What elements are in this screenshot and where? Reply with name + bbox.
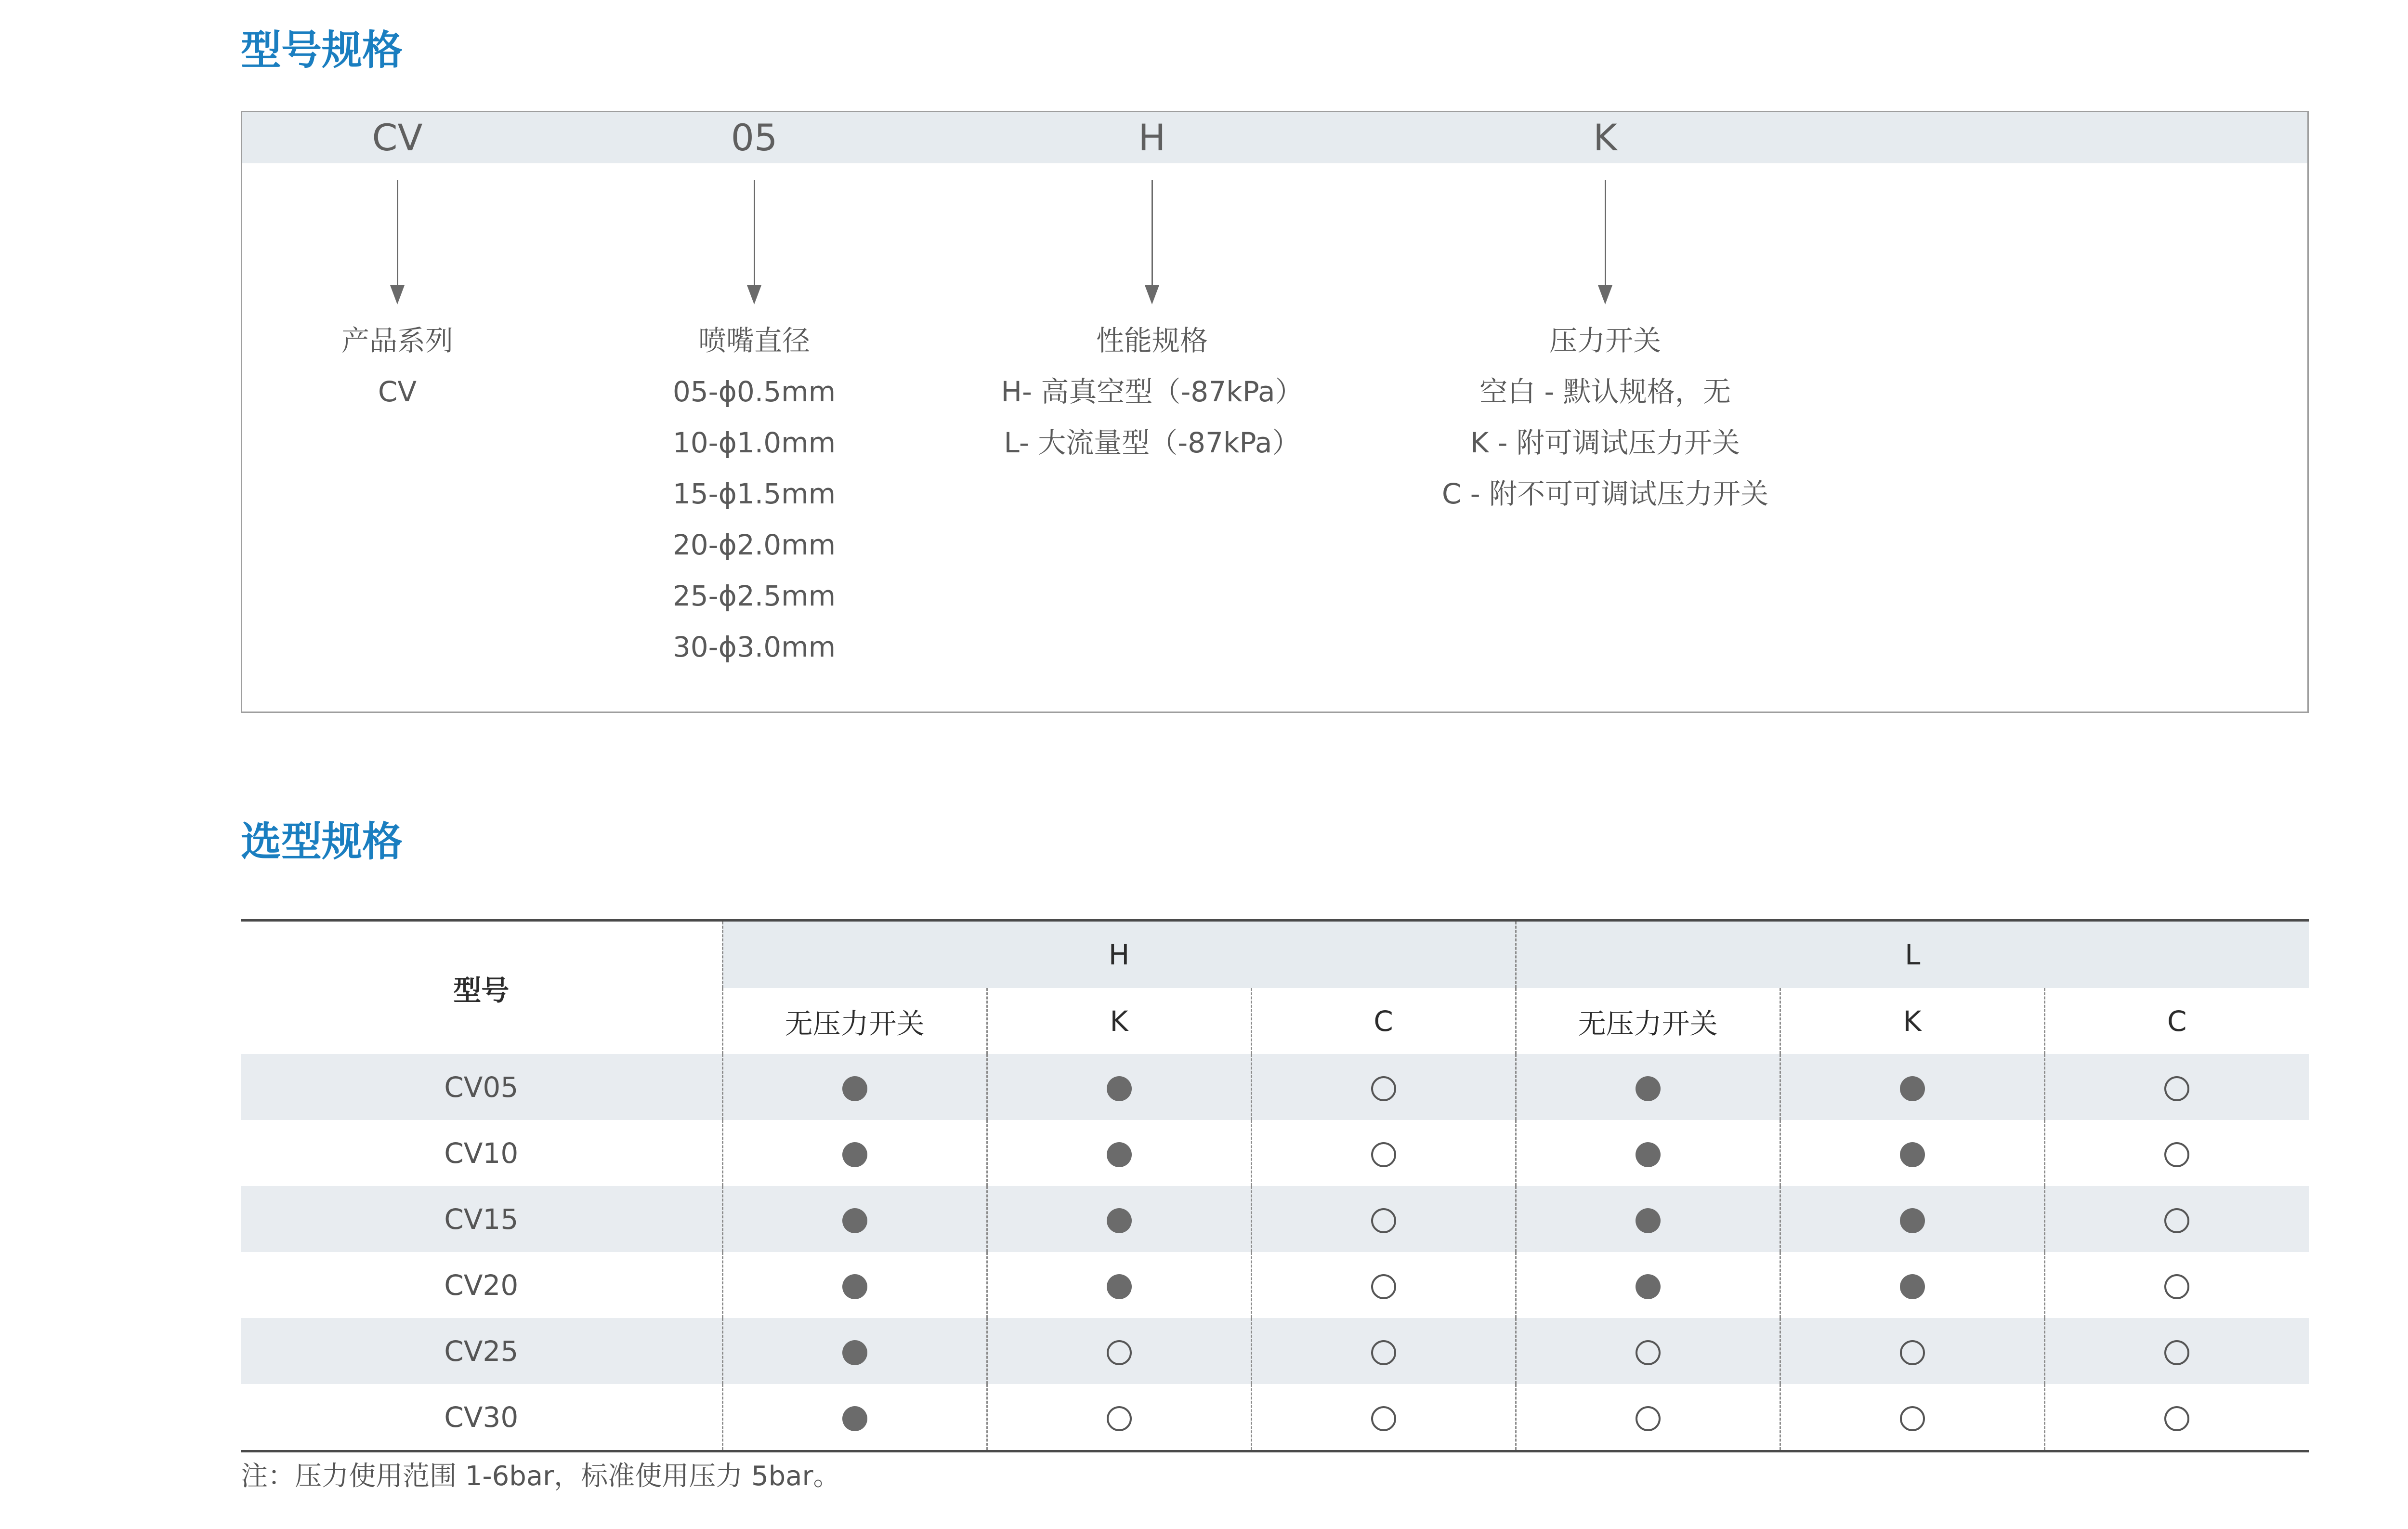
filled-circle-icon <box>1636 1208 1661 1233</box>
code-item: L- 大流量型（-87kPa） <box>1004 426 1300 459</box>
subheader-cell: 无压力开关 <box>1516 988 1780 1054</box>
code-item: 空白 - 默认规格，无 <box>1479 375 1731 408</box>
availability-cell <box>1516 1384 1780 1451</box>
availability-cell <box>987 1186 1251 1252</box>
code-column-performance <box>911 112 1393 468</box>
filled-circle-icon <box>842 1406 867 1431</box>
filled-circle-icon <box>1636 1274 1661 1299</box>
group-header-l: L <box>1516 921 2309 989</box>
model-cell: CV15 <box>241 1186 722 1252</box>
table-row <box>241 1186 2309 1252</box>
code-heading-performance: 性能规格 <box>1096 324 1208 357</box>
empty-circle-icon <box>2164 1142 2189 1167</box>
header-model: 型号 <box>453 974 510 1007</box>
code-letter-performance: H <box>1138 116 1166 159</box>
availability-cell <box>722 1120 987 1186</box>
availability-cell <box>987 1318 1251 1384</box>
filled-circle-icon <box>842 1076 867 1101</box>
availability-cell <box>1251 1252 1516 1318</box>
code-item: H- 高真空型（-87kPa） <box>1001 375 1303 408</box>
availability-cell <box>987 1384 1251 1451</box>
subheader-cell: 无压力开关 <box>722 988 987 1054</box>
availability-cell <box>1251 1384 1516 1451</box>
availability-cell <box>1516 1054 1780 1120</box>
filled-circle-icon <box>1900 1274 1925 1299</box>
availability-cell <box>1251 1318 1516 1384</box>
empty-circle-icon <box>1636 1406 1661 1431</box>
code-item: 30-ϕ3.0mm <box>672 631 836 663</box>
code-column-pressure-switch <box>1364 112 1846 519</box>
model-spec-title: 型号规格 <box>241 26 403 74</box>
filled-circle-icon <box>1900 1076 1925 1101</box>
model-cell: CV25 <box>241 1318 722 1384</box>
group-header-h: H <box>722 921 1516 989</box>
down-arrow-icon <box>1598 180 1612 305</box>
empty-circle-icon <box>2164 1340 2189 1365</box>
subheader-cell: C <box>1251 988 1516 1054</box>
availability-cell <box>1780 1186 2044 1252</box>
code-item: CV <box>378 375 417 408</box>
empty-circle-icon <box>1636 1340 1661 1365</box>
empty-circle-icon <box>1371 1274 1396 1299</box>
availability-cell <box>1516 1120 1780 1186</box>
availability-cell <box>722 1384 987 1451</box>
table-row <box>241 1384 2309 1451</box>
empty-circle-icon <box>1371 1208 1396 1233</box>
model-code-box <box>241 111 2309 713</box>
model-cell: CV20 <box>444 1268 519 1302</box>
subheader-cell: K <box>1780 988 2044 1054</box>
empty-circle-icon <box>2164 1406 2189 1431</box>
subheader-cell: K <box>987 988 1251 1054</box>
down-arrow-icon <box>747 180 761 305</box>
availability-cell <box>722 1318 987 1384</box>
availability-cell <box>987 1252 1251 1318</box>
availability-cell <box>1780 1054 2044 1120</box>
empty-circle-icon <box>1371 1142 1396 1167</box>
down-arrow-icon <box>1145 180 1159 305</box>
availability-cell <box>722 1186 987 1252</box>
availability-cell <box>1516 1186 1780 1252</box>
availability-cell <box>2044 1252 2309 1318</box>
table-row <box>241 1120 2309 1186</box>
code-item: 10-ϕ1.0mm <box>672 426 836 459</box>
filled-circle-icon <box>1636 1142 1661 1167</box>
empty-circle-icon <box>1900 1340 1925 1365</box>
empty-circle-icon <box>1107 1340 1132 1365</box>
availability-cell <box>2044 1120 2309 1186</box>
availability-cell <box>1516 1252 1780 1318</box>
filled-circle-icon <box>1107 1142 1132 1167</box>
table-row <box>241 1252 2309 1318</box>
filled-circle-icon <box>1107 1076 1132 1101</box>
availability-cell <box>1780 1384 2044 1451</box>
filled-circle-icon <box>1900 1142 1925 1167</box>
availability-cell <box>1251 1186 1516 1252</box>
availability-cell <box>987 1120 1251 1186</box>
code-item: 15-ϕ1.5mm <box>672 477 836 510</box>
code-item: K - 附可调试压力开关 <box>1470 426 1740 459</box>
code-letter-pressure-switch: K <box>1593 116 1617 159</box>
filled-circle-icon <box>842 1208 867 1233</box>
code-item: C - 附不可可调试压力开关 <box>1441 477 1769 510</box>
model-cell: CV30 <box>444 1400 519 1434</box>
table-row <box>241 1318 2309 1384</box>
availability-cell <box>1780 1252 2044 1318</box>
availability-cell <box>1251 1120 1516 1186</box>
model-cell: CV05 <box>241 1054 722 1120</box>
down-arrow-icon <box>390 180 405 305</box>
filled-circle-icon <box>842 1274 867 1299</box>
availability-cell <box>1780 1120 2044 1186</box>
filled-circle-icon <box>1900 1208 1925 1233</box>
availability-cell <box>1516 1318 1780 1384</box>
empty-circle-icon <box>2164 1274 2189 1299</box>
filled-circle-icon <box>842 1340 867 1365</box>
code-letter-series: CV <box>372 116 423 159</box>
model-cell: CV10 <box>444 1136 519 1170</box>
subheader-cell: C <box>2044 988 2309 1054</box>
empty-circle-icon <box>1371 1406 1396 1431</box>
code-item: 05-ϕ0.5mm <box>672 375 836 408</box>
availability-cell <box>1780 1318 2044 1384</box>
code-letter-nozzle: 05 <box>731 116 778 159</box>
availability-cell <box>987 1054 1251 1120</box>
code-heading-series: 产品系列 <box>341 324 453 357</box>
table-row <box>241 1054 2309 1120</box>
code-heading-nozzle: 喷嘴直径 <box>698 324 810 357</box>
empty-circle-icon <box>2164 1208 2189 1233</box>
filled-circle-icon <box>842 1142 867 1167</box>
availability-cell <box>2044 1384 2309 1451</box>
selection-table <box>241 919 2309 1452</box>
availability-cell <box>722 1054 987 1120</box>
empty-circle-icon <box>1371 1340 1396 1365</box>
availability-cell <box>1251 1054 1516 1120</box>
footnote: 注：压力使用范围 1-6bar，标准使用压力 5bar。 <box>241 1461 840 1492</box>
availability-cell <box>722 1252 987 1318</box>
filled-circle-icon <box>1636 1076 1661 1101</box>
empty-circle-icon <box>1107 1406 1132 1431</box>
availability-cell <box>2044 1186 2309 1252</box>
code-item: 25-ϕ2.5mm <box>672 580 836 612</box>
code-item: 20-ϕ2.0mm <box>672 528 836 561</box>
filled-circle-icon <box>1107 1274 1132 1299</box>
empty-circle-icon <box>2164 1076 2189 1101</box>
code-heading-pressure-switch: 压力开关 <box>1549 324 1661 357</box>
selection-title: 选型规格 <box>241 818 403 865</box>
availability-cell <box>2044 1054 2309 1120</box>
availability-cell <box>2044 1318 2309 1384</box>
empty-circle-icon <box>1371 1076 1396 1101</box>
empty-circle-icon <box>1900 1406 1925 1431</box>
filled-circle-icon <box>1107 1208 1132 1233</box>
